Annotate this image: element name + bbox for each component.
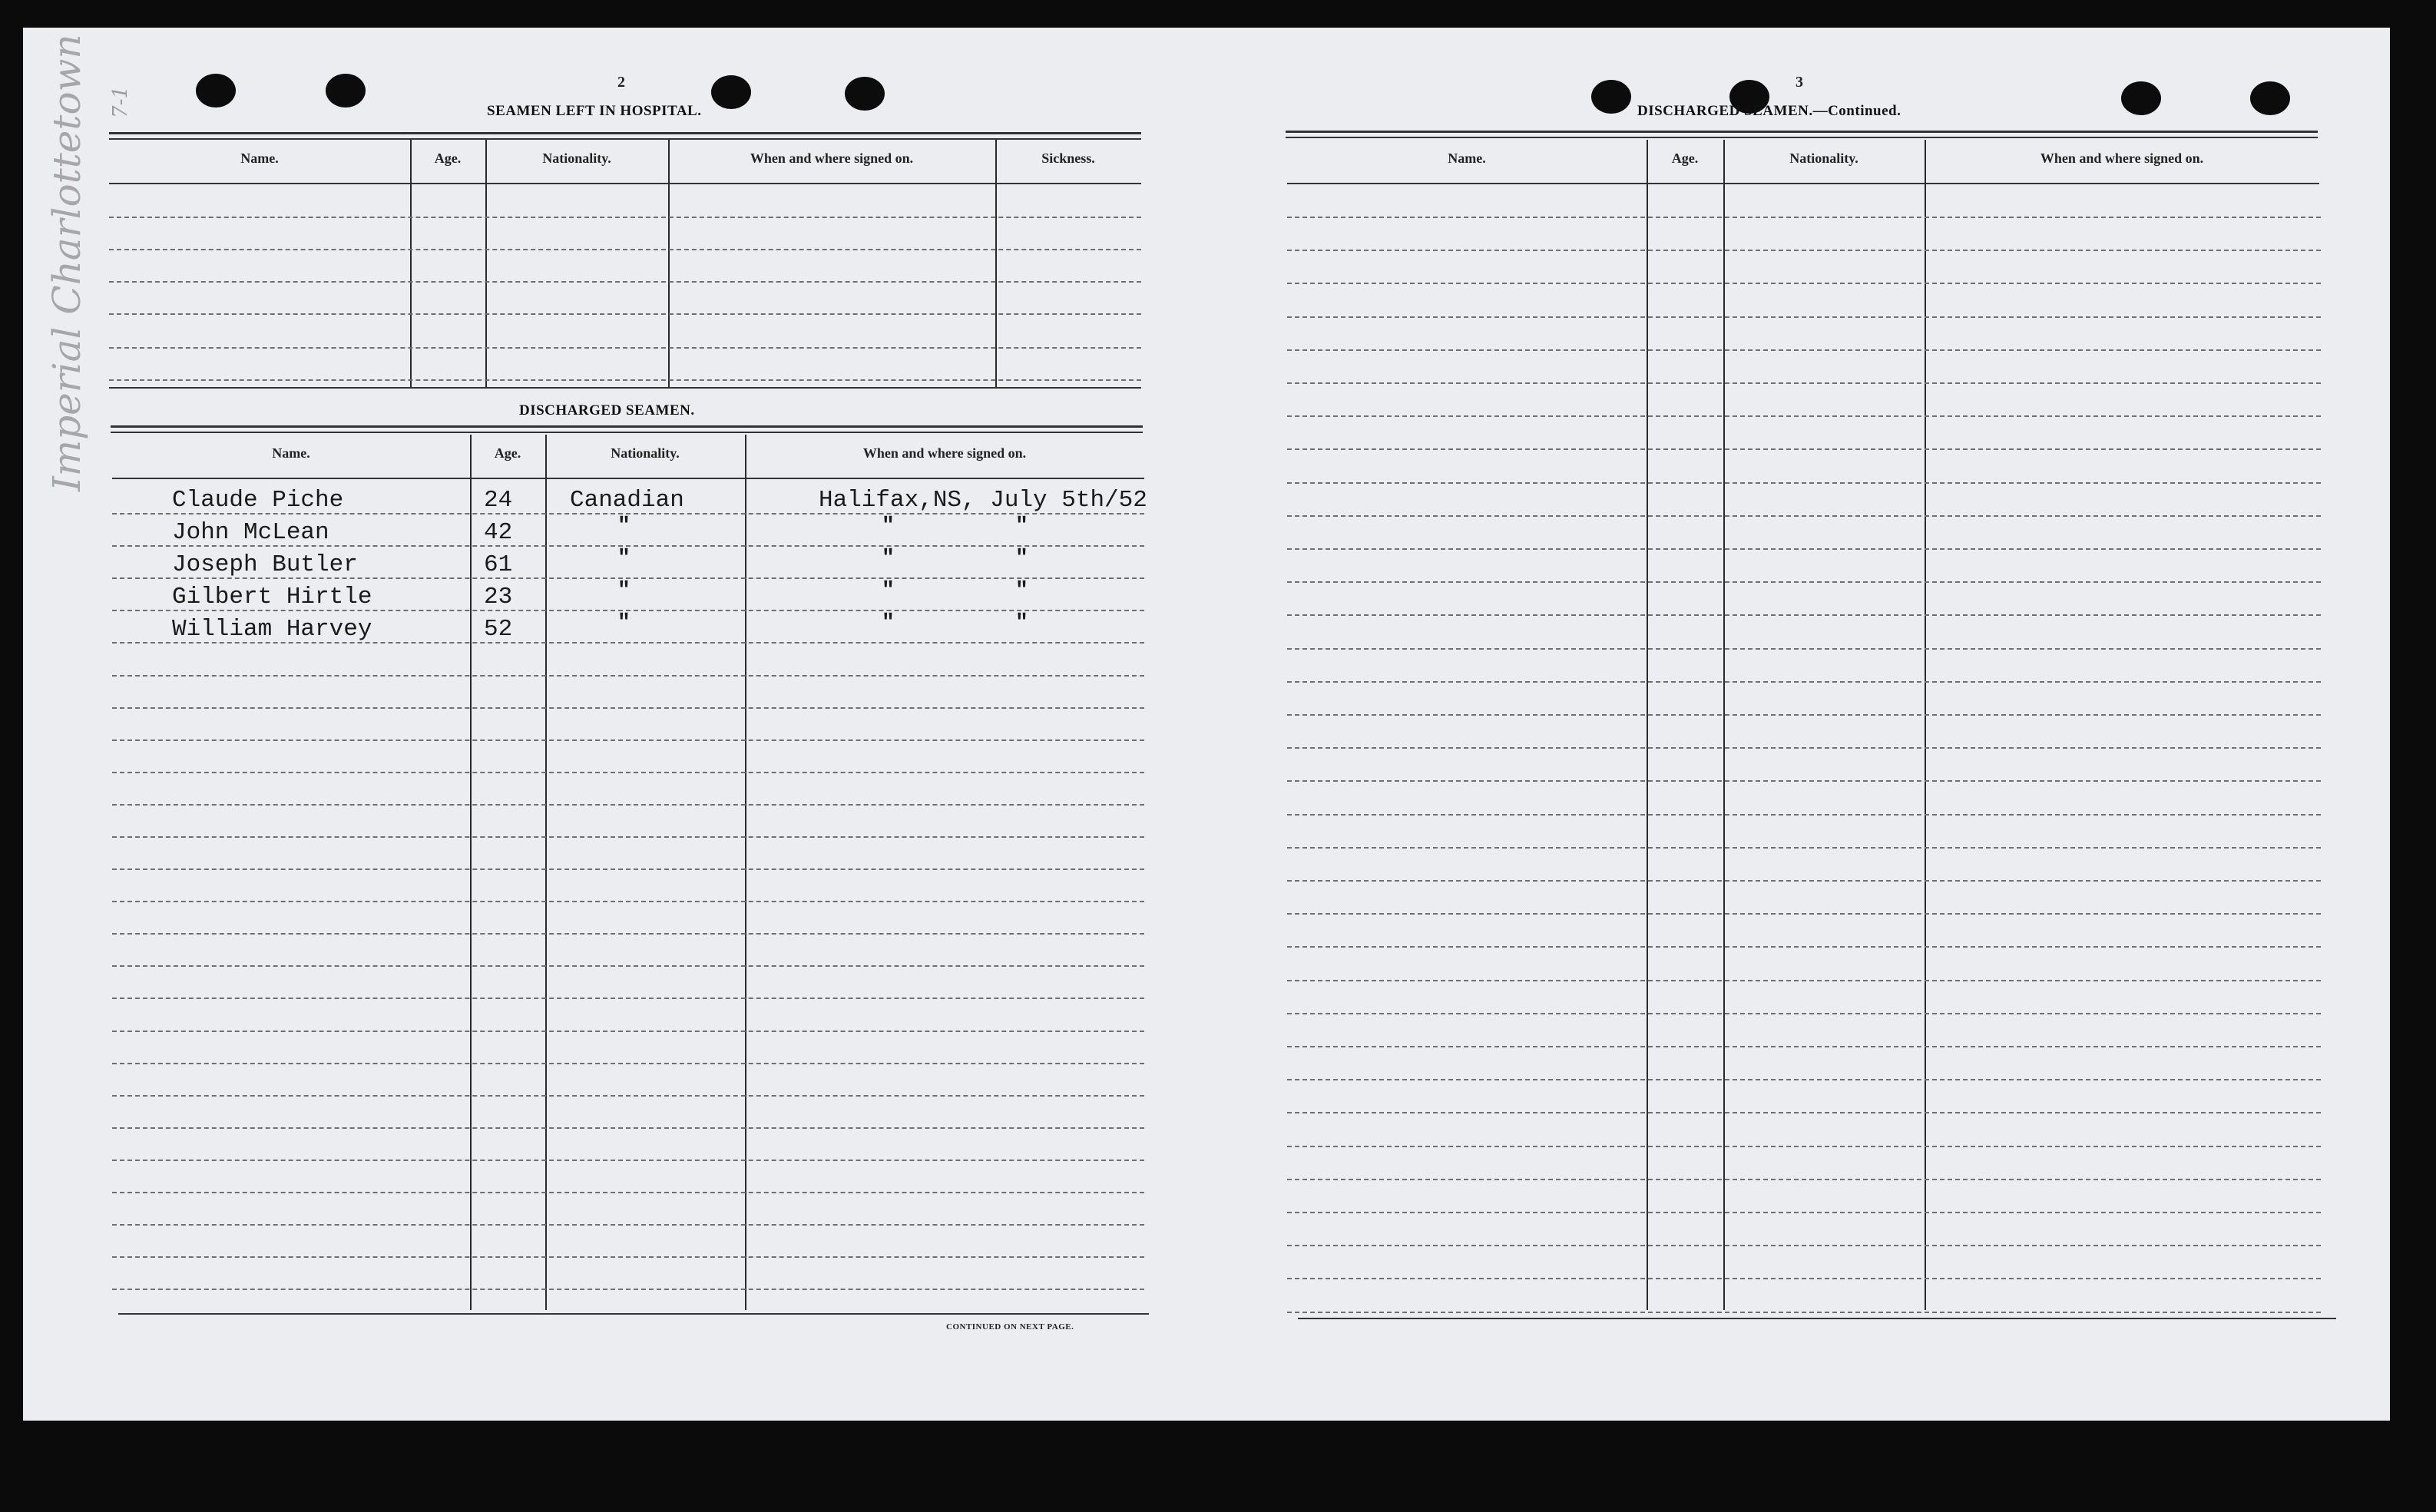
hospital-row-line: [109, 313, 1141, 315]
discharged-col-nationality: Nationality.: [611, 445, 680, 461]
discharged-row-line: [112, 772, 1144, 773]
seaman-nationality: Canadian: [570, 487, 684, 514]
hospital-col-nationality: Nationality.: [542, 151, 611, 166]
margin-handwritten-note: Imperial Charlottetown: [45, 34, 89, 491]
right-row-line: [1287, 250, 2321, 251]
signed-on-ditto-mark: ": [882, 611, 895, 635]
right-col-name: Name.: [1448, 151, 1486, 166]
signed-on-ditto-mark: ": [882, 514, 895, 538]
hospital-row-line: [109, 217, 1141, 218]
discharged-top-rule-2: [111, 432, 1143, 433]
seaman-age: 42: [484, 519, 513, 546]
hospital-header-rule: [109, 183, 1141, 184]
discharged-row-line: [112, 1031, 1144, 1032]
seaman-age: 23: [484, 584, 513, 610]
discharged-section-title: DISCHARGED SEAMEN.: [519, 402, 695, 419]
right-row-line: [1287, 548, 2321, 550]
punch-hole: [2121, 81, 2161, 115]
right-section-title: DISCHARGED SEAMEN.—Continued.: [1637, 103, 1901, 119]
seaman-name: John McLean: [172, 519, 329, 546]
right-row-line: [1287, 448, 2321, 450]
right-top-rule-2: [1286, 137, 2318, 138]
right-row-line: [1287, 1245, 2321, 1246]
signed-on-ditto-mark: ": [882, 547, 895, 571]
hospital-col-signed-on: When and where signed on.: [750, 151, 914, 166]
right-row-line: [1287, 1212, 2321, 1213]
hospital-top-rule: [109, 132, 1141, 134]
seaman-name: William Harvey: [172, 616, 372, 643]
discharged-row-line: [112, 1095, 1144, 1097]
punch-hole: [1591, 80, 1631, 114]
right-header-rule: [1287, 183, 2319, 184]
right-row-line: [1287, 946, 2321, 948]
margin-small-mark: 7-1: [108, 86, 132, 118]
continued-note: CONTINUED ON NEXT PAGE.: [946, 1322, 1074, 1332]
right-row-line: [1287, 1079, 2321, 1080]
right-col-divider: [1723, 140, 1725, 1310]
hospital-col-divider: [485, 140, 487, 387]
discharged-row-line: [112, 1127, 1144, 1129]
discharged-row-line: [112, 1063, 1144, 1064]
punch-hole: [845, 77, 885, 111]
punch-hole: [2250, 81, 2290, 115]
discharged-col-divider: [470, 435, 472, 1310]
right-row-line: [1287, 1146, 2321, 1147]
discharged-row-line: [112, 804, 1144, 806]
discharged-col-name: Name.: [272, 445, 310, 461]
punch-hole: [326, 74, 366, 108]
right-row-line: [1287, 1312, 2321, 1313]
seaman-name: Claude Piche: [172, 487, 344, 514]
discharged-row-line: [112, 1160, 1144, 1161]
hospital-top-rule-2: [109, 138, 1141, 140]
right-row-line: [1287, 1013, 2321, 1014]
hospital-col-sickness: Sickness.: [1041, 151, 1095, 166]
right-page-number: 3: [1796, 74, 1803, 91]
right-row-line: [1287, 648, 2321, 650]
signed-on-ditto-mark: ": [882, 579, 895, 603]
right-col-divider: [1647, 140, 1648, 1310]
right-col-divider: [1925, 140, 1926, 1310]
right-bottom-rule: [1298, 1318, 2336, 1319]
discharged-row-line: [112, 1256, 1144, 1258]
right-row-line: [1287, 1179, 2321, 1180]
seaman-age: 61: [484, 551, 513, 578]
right-row-line: [1287, 1046, 2321, 1047]
left-page-number: 2: [617, 74, 625, 91]
discharged-row-line: [112, 998, 1144, 999]
right-row-line: [1287, 349, 2321, 351]
hospital-row-line: [109, 347, 1141, 349]
signed-on-ditto-mark: ": [1015, 611, 1028, 635]
right-row-line: [1287, 980, 2321, 981]
seaman-name: Joseph Butler: [172, 551, 358, 578]
discharged-row-line: [112, 965, 1144, 967]
discharged-header-rule: [112, 478, 1144, 479]
discharged-bottom-rule: [118, 1313, 1149, 1315]
discharged-row-line: [112, 1289, 1144, 1290]
right-row-line: [1287, 515, 2321, 517]
nationality-ditto-mark: ": [617, 611, 631, 635]
right-row-line: [1287, 316, 2321, 318]
right-row-line: [1287, 217, 2321, 218]
signed-on-ditto-mark: ": [1015, 514, 1028, 538]
punch-hole: [711, 75, 751, 109]
right-row-line: [1287, 847, 2321, 849]
hospital-col-age: Age.: [434, 151, 462, 166]
nationality-ditto-mark: ": [617, 547, 631, 571]
right-row-line: [1287, 581, 2321, 583]
discharged-row-line: [112, 675, 1144, 677]
right-col-age: Age.: [1671, 151, 1699, 166]
discharged-row-line: [112, 901, 1144, 902]
hospital-bottom-rule: [109, 387, 1141, 389]
right-row-line: [1287, 814, 2321, 816]
nationality-ditto-mark: ": [617, 579, 631, 603]
seaman-age: 52: [484, 616, 513, 643]
right-row-line: [1287, 482, 2321, 484]
hospital-col-name: Name.: [240, 151, 279, 166]
right-row-line: [1287, 714, 2321, 716]
nationality-ditto-mark: ": [617, 514, 631, 538]
right-row-line: [1287, 747, 2321, 749]
hospital-col-divider: [410, 140, 412, 387]
signed-on-ditto-mark: ": [1015, 547, 1028, 571]
hospital-col-divider: [668, 140, 670, 387]
discharged-col-divider: [545, 435, 547, 1310]
right-row-line: [1287, 415, 2321, 417]
discharged-row-line: [112, 868, 1144, 870]
hospital-section-title: SEAMEN LEFT IN HOSPITAL.: [487, 103, 702, 119]
right-row-line: [1287, 614, 2321, 616]
right-row-line: [1287, 283, 2321, 284]
discharged-row-line: [112, 836, 1144, 838]
hospital-row-line: [109, 249, 1141, 250]
right-top-rule: [1286, 131, 2318, 133]
right-row-line: [1287, 780, 2321, 782]
discharged-col-signed-on: When and where signed on.: [862, 445, 1027, 461]
seaman-signed-on: Halifax,NS, July 5th/52: [819, 487, 1147, 514]
right-row-line: [1287, 1112, 2321, 1113]
hospital-col-divider: [995, 140, 997, 387]
discharged-row-line: [112, 1192, 1144, 1193]
hospital-row-line: [109, 281, 1141, 283]
seaman-name: Gilbert Hirtle: [172, 584, 372, 610]
discharged-row-line: [112, 933, 1144, 935]
discharged-top-rule: [111, 425, 1143, 428]
signed-on-ditto-mark: ": [1015, 579, 1028, 603]
punch-hole: [196, 74, 236, 108]
discharged-col-age: Age.: [494, 445, 521, 461]
right-row-line: [1287, 681, 2321, 683]
right-row-line: [1287, 913, 2321, 915]
seaman-age: 24: [484, 487, 513, 514]
discharged-row-line: [112, 1224, 1144, 1226]
hospital-row-line: [109, 379, 1141, 381]
right-row-line: [1287, 382, 2321, 384]
discharged-row-line: [112, 739, 1144, 741]
discharged-col-divider: [745, 435, 746, 1310]
right-col-nationality: Nationality.: [1789, 151, 1858, 166]
right-col-signed-on: When and where signed on.: [2040, 151, 2204, 166]
discharged-row-line: [112, 707, 1144, 709]
right-row-line: [1287, 880, 2321, 882]
right-row-line: [1287, 1278, 2321, 1279]
